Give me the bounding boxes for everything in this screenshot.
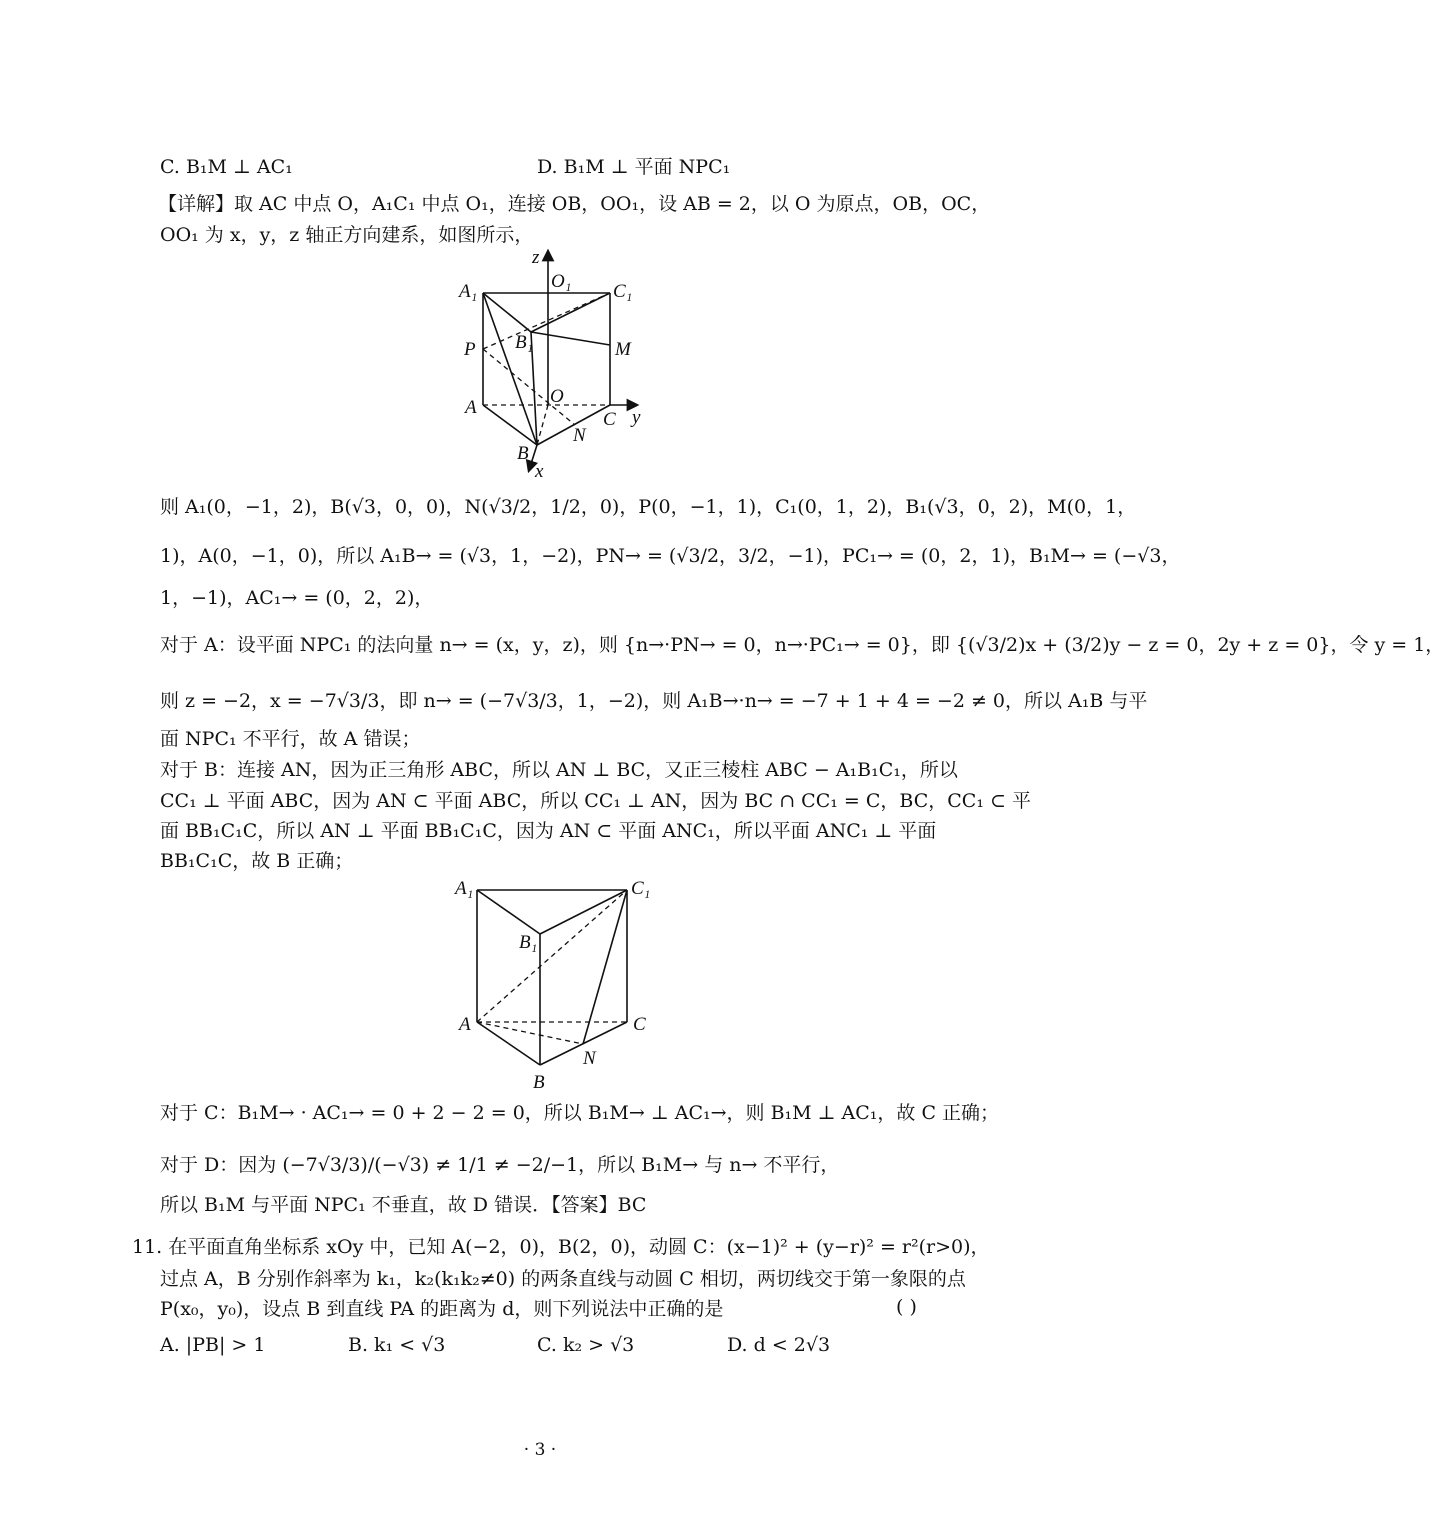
label-x: x xyxy=(535,461,544,482)
part-b-line-1: 对于 B：连接 AN，因为正三角形 ABC，所以 AN ⊥ BC，又正三棱柱 ABC − A₁B₁C₁，所以 xyxy=(160,759,958,781)
label-A: A xyxy=(465,397,477,418)
q11-option-b: B. k₁ < √3 xyxy=(348,1334,446,1356)
q11-line-1: 11. 在平面直角坐标系 xOy 中，已知 A(−2，0)，B(2，0)，动圆 C：(x−1)² + (y−r)² = r²(r>0)， xyxy=(132,1236,990,1258)
detail-line-1: 【详解】取 AC 中点 O，A₁C₁ 中点 O₁，连接 OB，OO₁，设 AB = 2，以 O 为原点，OB，OC， xyxy=(158,193,991,215)
label-O: O xyxy=(550,386,564,407)
coords-line-3: 1，−1)，AC₁→ = (0，2，2)， xyxy=(160,587,434,609)
label-B1: B₁ xyxy=(515,332,534,353)
part-b-line-2: CC₁ ⊥ 平面 ABC，因为 AN ⊂ 平面 ABC，所以 CC₁ ⊥ AN，因为 BC ∩ CC₁ = C，BC，CC₁ ⊂ 平 xyxy=(160,790,1031,812)
label-P: P xyxy=(464,339,476,360)
figure-prism-coordinates xyxy=(455,245,660,480)
part-d-line-2: 所以 B₁M 与平面 NPC₁ 不垂直，故 D 错误．【答案】BC xyxy=(160,1194,647,1216)
part-a-line-1: 对于 A：设平面 NPC₁ 的法向量 n→ = (x，y，z)，则 {n→·PN→ = 0，n→·PC₁→ = 0}，即 {(√3/2)x + (3/2)y − z = 0，2y + z = 0}，令 y = 1， xyxy=(160,634,1444,656)
figure-prism-anc1 xyxy=(455,872,660,1097)
part-a-line-3: 面 NPC₁ 不平行，故 A 错误； xyxy=(160,728,421,750)
coords-line-1: 则 A₁(0，−1，2)，B(√3，0，0)，N(√3/2，1/2，0)，P(0，−1，1)，C₁(0，1，2)，B₁(√3，0，2)，M(0，1， xyxy=(160,496,1137,518)
fig2-label-N: N xyxy=(583,1048,596,1069)
fig2-label-C1: C₁ xyxy=(631,878,651,899)
page-number: · 3 · xyxy=(523,1440,557,1460)
label-N: N xyxy=(573,425,586,446)
q11-option-a: A. |PB| > 1 xyxy=(160,1334,266,1356)
part-d-line-1: 对于 D：因为 (−7√3/3)/(−√3) ≠ 1/1 ≠ −2/−1，所以 B₁M→ 与 n→ 不平行， xyxy=(160,1154,840,1176)
label-C: C xyxy=(603,409,616,430)
answer-parentheses: ( ) xyxy=(896,1296,917,1318)
part-b-line-4: BB₁C₁C，故 B 正确； xyxy=(160,850,354,872)
part-c-line: 对于 C：B₁M→ · AC₁→ = 0 + 2 − 2 = 0，所以 B₁M→ ⊥ AC₁→，则 B₁M ⊥ AC₁，故 C 正确； xyxy=(160,1102,1000,1124)
part-b-line-3: 面 BB₁C₁C，所以 AN ⊥ 平面 BB₁C₁C，因为 AN ⊂ 平面 ANC₁，所以平面 ANC₁ ⊥ 平面 xyxy=(160,820,937,842)
coords-line-2: 1)，A(0，−1，0)，所以 A₁B→ = (√3，1，−2)，PN→ = (√3/2，3/2，−1)，PC₁→ = (0，2，1)，B₁M→ = (−√3， xyxy=(160,545,1181,567)
label-y: y xyxy=(632,407,641,428)
label-z: z xyxy=(532,247,540,268)
label-O1: O₁ xyxy=(551,271,572,292)
option-d: D. B₁M ⊥ 平面 NPC₁ xyxy=(537,156,731,178)
option-c: C. B₁M ⊥ AC₁ xyxy=(160,156,293,178)
label-M: M xyxy=(615,339,631,360)
label-C1: C₁ xyxy=(613,281,633,302)
q11-option-c: C. k₂ > √3 xyxy=(537,1334,635,1356)
q11-line-3: P(x₀，y₀)，设点 B 到直线 PA 的距离为 d，则下列说法中正确的是 xyxy=(160,1298,724,1320)
fig2-label-A1: A₁ xyxy=(455,878,474,899)
fig2-label-B1: B₁ xyxy=(519,932,538,953)
fig2-label-C: C xyxy=(633,1014,646,1035)
fig2-label-A: A xyxy=(459,1014,471,1035)
label-B: B xyxy=(517,443,529,464)
fig2-label-B: B xyxy=(533,1072,545,1093)
q11-line-2: 过点 A，B 分别作斜率为 k₁，k₂(k₁k₂≠0) 的两条直线与动圆 C 相切，两切线交于第一象限的点 xyxy=(160,1268,966,1290)
label-A1: A₁ xyxy=(459,281,478,302)
detail-line-2: OO₁ 为 x，y，z 轴正方向建系，如图所示， xyxy=(160,224,534,246)
q11-option-d: D. d < 2√3 xyxy=(727,1334,831,1356)
part-a-line-2: 则 z = −2，x = −7√3/3，即 n→ = (−7√3/3，1，−2)，则 A₁B→·n→ = −7 + 1 + 4 = −2 ≠ 0，所以 A₁B 与平 xyxy=(160,690,1148,712)
